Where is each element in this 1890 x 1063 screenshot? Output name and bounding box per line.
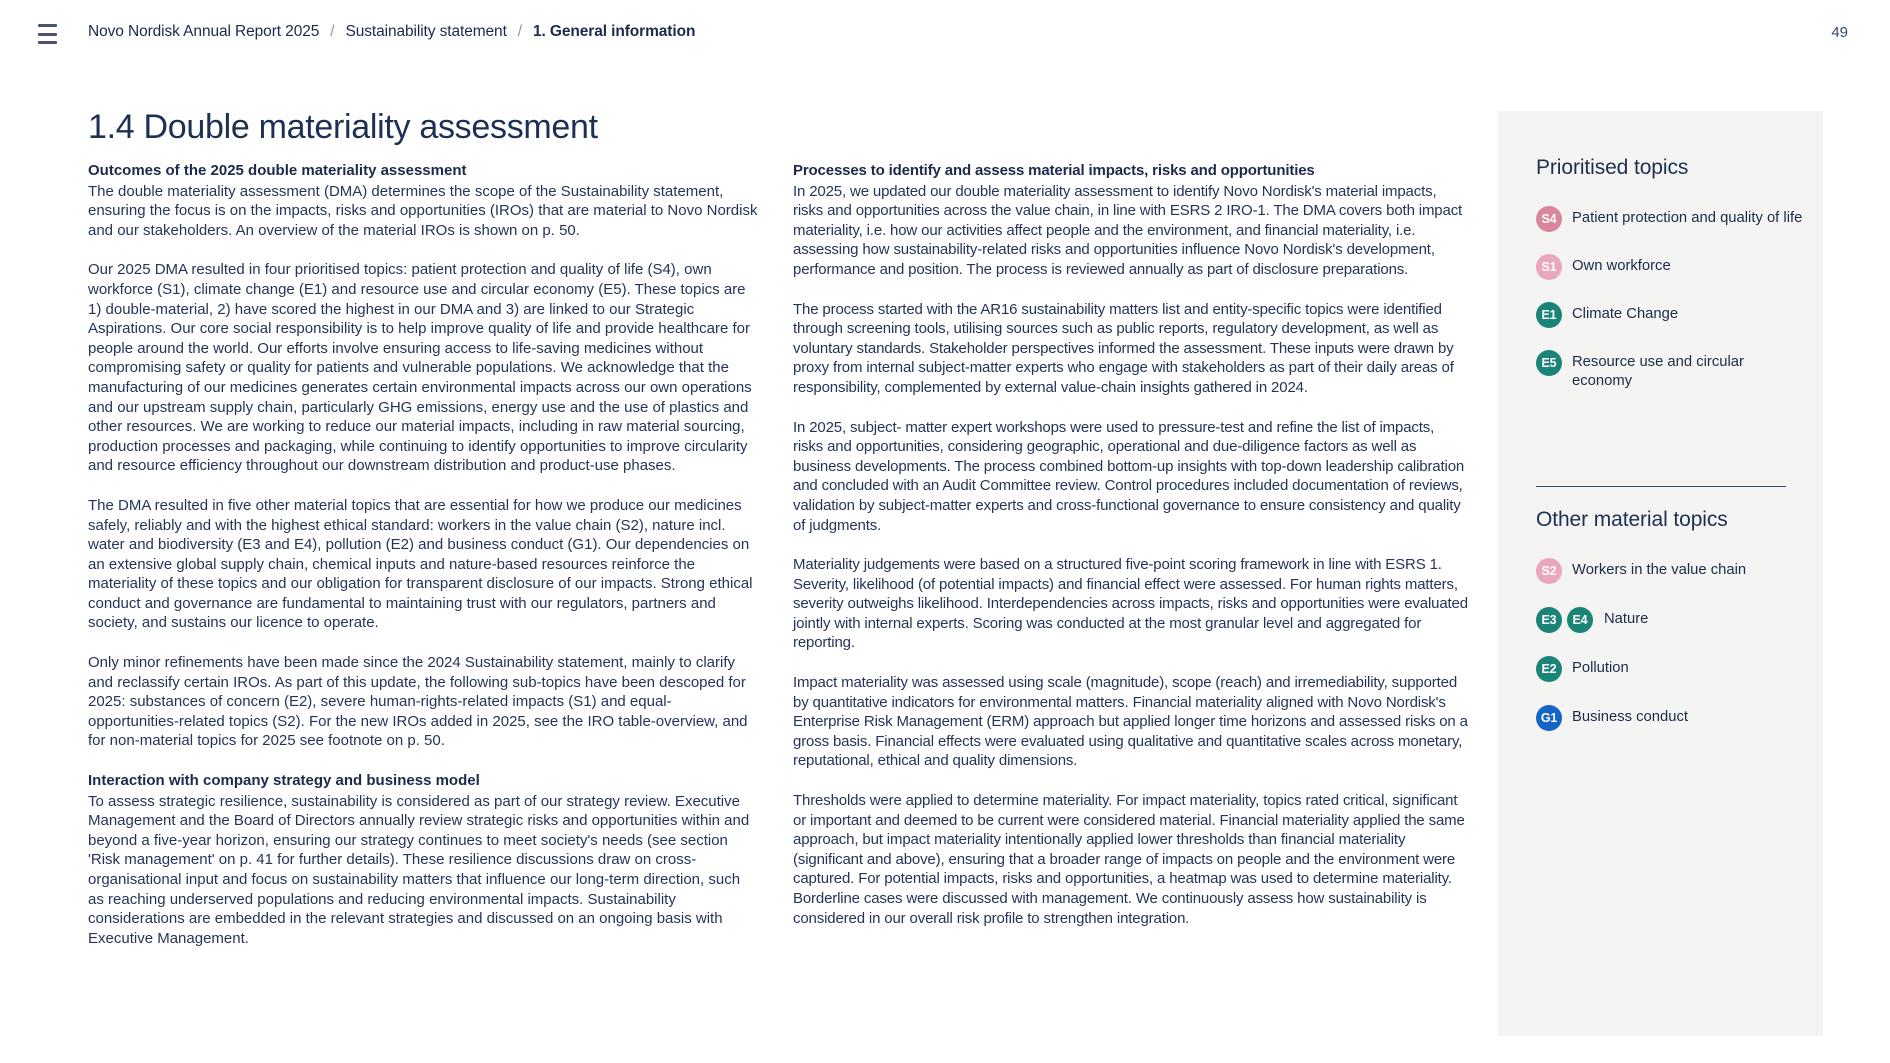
esrs-badge-g1-icon: G1 bbox=[1536, 705, 1562, 731]
left-column bbox=[88, 161, 760, 948]
breadcrumb bbox=[88, 23, 695, 41]
topic-label: Pollution bbox=[1572, 660, 1629, 676]
prioritised-topics-heading: Prioritised topics bbox=[1536, 156, 1689, 179]
topic-badge-group bbox=[1536, 656, 1572, 682]
esrs-badge-s2-icon: S2 bbox=[1536, 558, 1562, 584]
other-topic-item[interactable] bbox=[1536, 705, 1805, 733]
page-number: 49 bbox=[1831, 24, 1848, 41]
esrs-badge-s4-icon: S4 bbox=[1536, 206, 1562, 232]
other-topics-list bbox=[1536, 558, 1805, 733]
middle-column-heading: Processes to identify and assess material impacts, risks and opportunities bbox=[793, 162, 1315, 179]
paragraph: Thresholds were applied to determine materiality. For impact materiality, topics rated critical, significant or important and deemed to be current were considered material. Financial materiality applied the same approach, but impact materiality intentionally applied lower thresholds than financial materiality (significant and above), ensuring that a broader range of impacts on people and the environment were captured. For potential impacts, risks and opportunities, a heatmap was used to determine materiality. Borderline cases were discussed with management. We continuously assess how sustainability is considered in our overall risk profile to strengthen integration. bbox=[793, 792, 1465, 927]
topic-label: Workers in the value chain bbox=[1572, 562, 1747, 578]
topic-badge-group bbox=[1536, 558, 1572, 584]
esrs-badge-e4-icon: E4 bbox=[1567, 607, 1593, 633]
paragraph: The double materiality assessment (DMA) determines the scope of the Sustainability statement, ensuring the focus is on the impacts, risks and opportunities (IROs) that are material to Novo Nordisk and our stakeholders. An overview of the material IROs is shown on p. 50. bbox=[88, 182, 758, 239]
breadcrumb-item-current: 1. General information bbox=[533, 23, 696, 40]
topics-sidebar bbox=[1498, 111, 1823, 1036]
top-bar bbox=[0, 0, 1890, 66]
paragraph: Impact materiality was assessed using scale (magnitude), scope (reach) and irremediability, supported by quantitative indicators for environmental matters. Financial materiality aligned with Novo Nordisk's Enterprise Risk Management (ERM) approach but applied longer time horizons and assessed risks on a gross basis. Financial effects were evaluated using qualitative and quantitative scales across monetary, reputational, ethical and quality dimensions. bbox=[793, 674, 1468, 770]
paragraph: Materiality judgements were based on a structured five-point scoring framework in line with ESRS 1. Severity, likelihood (of potential impacts) and financial effect were assessed. For human rights matters, severity outweighs likelihood. Interdependencies across impacts, risks and opportunities were evaluated jointly with internal experts. Scoring was conducted at the most granular level and aggregated for reporting. bbox=[793, 556, 1468, 652]
menu-line bbox=[38, 24, 57, 27]
breadcrumb-separator: / bbox=[517, 23, 522, 40]
left-column-heading: Outcomes of the 2025 double materiality assessment bbox=[88, 162, 467, 179]
prioritised-topic-item[interactable] bbox=[1536, 302, 1805, 330]
paragraph: To assess strategic resilience, sustainability is considered as part of our strategy review. Executive Management and the Board of Directors annually review strategic risks and opportunities within and beyond a five-year horizon, ensuring our strategy continues to meet society's needs (see section 'Risk management' on p. 41 for further details). These resilience discussions draw on cross-organisational input and focus on sustainability matters that influence our long-term direction, such as reaching underserved populations and reducing environmental impacts. Sustainability considerations are embedded in the relevant strategies and discussed on an ongoing basis with Executive Management. bbox=[88, 792, 750, 947]
left-column-heading-2: Interaction with company strategy and business model bbox=[88, 772, 480, 790]
topic-label: Business conduct bbox=[1572, 709, 1688, 725]
prioritised-topics-list bbox=[1536, 206, 1805, 391]
topic-label: Own workforce bbox=[1572, 258, 1671, 274]
prioritised-topic-item[interactable] bbox=[1536, 254, 1805, 282]
page-title: 1.4 Double materiality assessment bbox=[88, 108, 598, 146]
esrs-badge-e1-icon: E1 bbox=[1536, 302, 1562, 328]
paragraph: Our 2025 DMA resulted in four prioritised topics: patient protection and quality of life (S4), own workforce (S1), climate change (E1) and resource use and circular economy (E5). These topics are 1) double-material, 2) have scored the highest in our DMA and 3) are linked to our Strategic Aspirations. Our core social responsibility is to help improve quality of life and provide healthcare for people around the world. Our efforts involve ensuring access to life-saving medicines without compromising safety or quality for patients and vulnerable populations. We acknowledge that the manufacturing of our medicines generates certain environmental impacts across our own operations and our upstream supply chain, particularly GHG emissions, energy use and the use of plastics and other resources. We are working to reduce our material impacts, including in raw material sourcing, production processes and packaging, while continuing to identify opportunities to improve circularity and resource efficiency throughout our downstream distribution and product-use phases. bbox=[88, 261, 752, 475]
menu-line bbox=[38, 33, 57, 36]
prioritised-topic-item[interactable] bbox=[1536, 350, 1805, 391]
middle-column bbox=[793, 161, 1468, 928]
prioritised-topics-section bbox=[1536, 156, 1805, 411]
esrs-badge-s1-icon: S1 bbox=[1536, 254, 1562, 280]
esrs-badge-e3-icon: E3 bbox=[1536, 607, 1562, 633]
breadcrumb-item-sustainability[interactable]: Sustainability statement bbox=[345, 23, 507, 40]
paragraph: The process started with the AR16 sustainability matters list and entity-specific topics were identified through screening tools, utilising sources such as public reports, regulatory development, as well as voluntary standards. Stakeholder perspectives informed the assessment. These inputs were drawn by proxy from internal subject-matter experts who engage with stakeholders as part of their daily areas of responsibility, complemented by external value-chain insights gathered in 2024. bbox=[793, 300, 1454, 396]
other-topics-section bbox=[1536, 508, 1805, 754]
breadcrumb-item-report[interactable]: Novo Nordisk Annual Report 2025 bbox=[88, 23, 320, 40]
topic-badge-group bbox=[1536, 206, 1572, 232]
paragraph: In 2025, we updated our double materiality assessment to identify Novo Nordisk's material impacts, risks and opportunities across the value chain, in line with ESRS 2 IRO-1. The DMA covers both impact materiality, i.e. how our activities affect people and the environment, and financial materiality, i.e. assessing how sustainability-related risks and opportunities influence Novo Nordisk's development, performance and position. The process is reviewed annually as part of disclosure preparations. bbox=[793, 182, 1463, 278]
other-topic-item[interactable] bbox=[1536, 656, 1805, 684]
prioritised-topic-item[interactable] bbox=[1536, 206, 1805, 234]
topic-badge-group bbox=[1536, 254, 1572, 280]
topic-badge-group bbox=[1536, 705, 1572, 731]
esrs-badge-e5-icon: E5 bbox=[1536, 350, 1562, 376]
other-topic-item[interactable] bbox=[1536, 607, 1805, 635]
topic-label: Patient protection and quality of life bbox=[1572, 210, 1803, 226]
section-divider bbox=[1536, 486, 1786, 487]
hamburger-menu-icon[interactable] bbox=[38, 24, 60, 44]
topic-badge-group bbox=[1536, 607, 1604, 633]
paragraph: The DMA resulted in five other material topics that are essential for how we produce our medicines safely, reliably and with the highest ethical standard: workers in the value chain (S2), nature incl. water and biodiversity (E3 and E4), pollution (E2) and business conduct (G1). Our dependencies on an extensive global supply chain, chemical inputs and nature-based resources reinforce the materiality of these topics and our obligation for transparent disclosure of our impacts. Strong ethical conduct and governance are fundamental to maintaining trust with our regulators, partners and society, and sustains our licence to operate. bbox=[88, 496, 753, 632]
topic-label: Climate Change bbox=[1572, 306, 1679, 322]
paragraph: In 2025, subject- matter expert workshops were used to pressure-test and refine the list of impacts, risks and opportunities, considering geographic, operational and due-diligence factors as well as business developments. The process combined bottom-up insights with top-down leadership calibration and concluded with an Audit Committee review. Control procedures included documentation of reviews, validation by subject-matter experts and cross-functional governance to ensure consistency and quality of judgments. bbox=[793, 418, 1465, 534]
other-topic-item[interactable] bbox=[1536, 558, 1805, 586]
page-content bbox=[0, 66, 1890, 1063]
topic-badge-group bbox=[1536, 302, 1572, 328]
menu-line bbox=[38, 41, 57, 44]
paragraph: Only minor refinements have been made since the 2024 Sustainability statement, mainly to clarify and reclassify certain IROs. As part of this update, the following sub-topics have been descoped for 2025: substances of concern (E2), severe human-rights-related impacts (S1) and equal-opportunities-related topics (S2). For the new IROs added in 2025, see the IRO table-overview, and for non-material topics for 2025 see footnote on p. 50. bbox=[88, 654, 748, 750]
other-topics-heading: Other material topics bbox=[1536, 508, 1728, 531]
topic-label: Nature bbox=[1604, 611, 1649, 627]
topic-label: Resource use and circular economy bbox=[1572, 354, 1744, 389]
esrs-badge-e2-icon: E2 bbox=[1536, 656, 1562, 682]
breadcrumb-separator: / bbox=[330, 23, 335, 40]
topic-badge-group bbox=[1536, 350, 1572, 376]
